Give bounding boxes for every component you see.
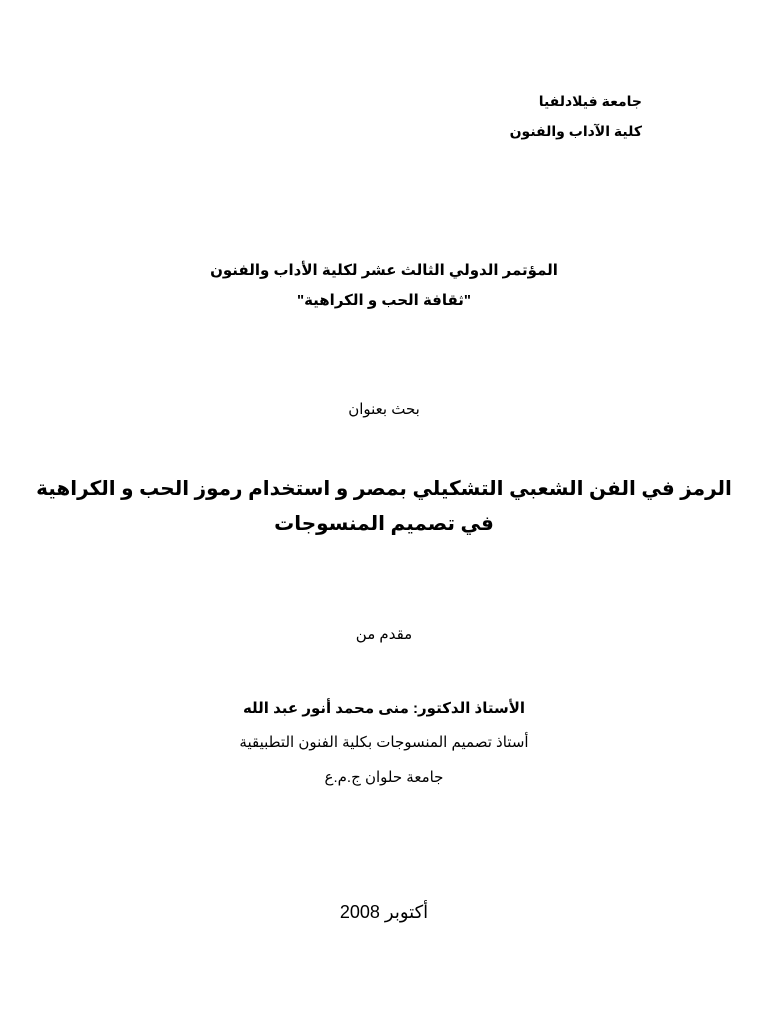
presenter-university: جامعة حلوان ج.م.ع — [324, 769, 444, 786]
conference-name: المؤتمر الدولي الثالث عشر لكلية الأداب والفنون — [210, 262, 558, 279]
conference-theme: "ثقافة الحب و الكراهية" — [296, 292, 472, 309]
research-title-line-2: في تصميم المنسوجات — [274, 513, 494, 535]
faculty-name: كلية الآداب والفنون — [509, 123, 642, 139]
presenter-name: الأستاذ الدكتور: منى محمد أنور عبد الله — [242, 700, 526, 717]
university-name: جامعة فيلادلفيا — [538, 93, 642, 109]
research-title-line-1: الرمز في الفن الشعبي التشكيلي بمصر و استخدام رموز الحب و الكراهية — [36, 478, 732, 500]
document-date: أكتوبر 2008 — [339, 902, 429, 922]
research-intro: بحث بعنوان — [348, 401, 420, 418]
presenter-position: أستاذ تصميم المنسوجات بكلية الفنون التطبيقية — [239, 734, 529, 751]
presenter-intro: مقدم من — [355, 626, 413, 643]
